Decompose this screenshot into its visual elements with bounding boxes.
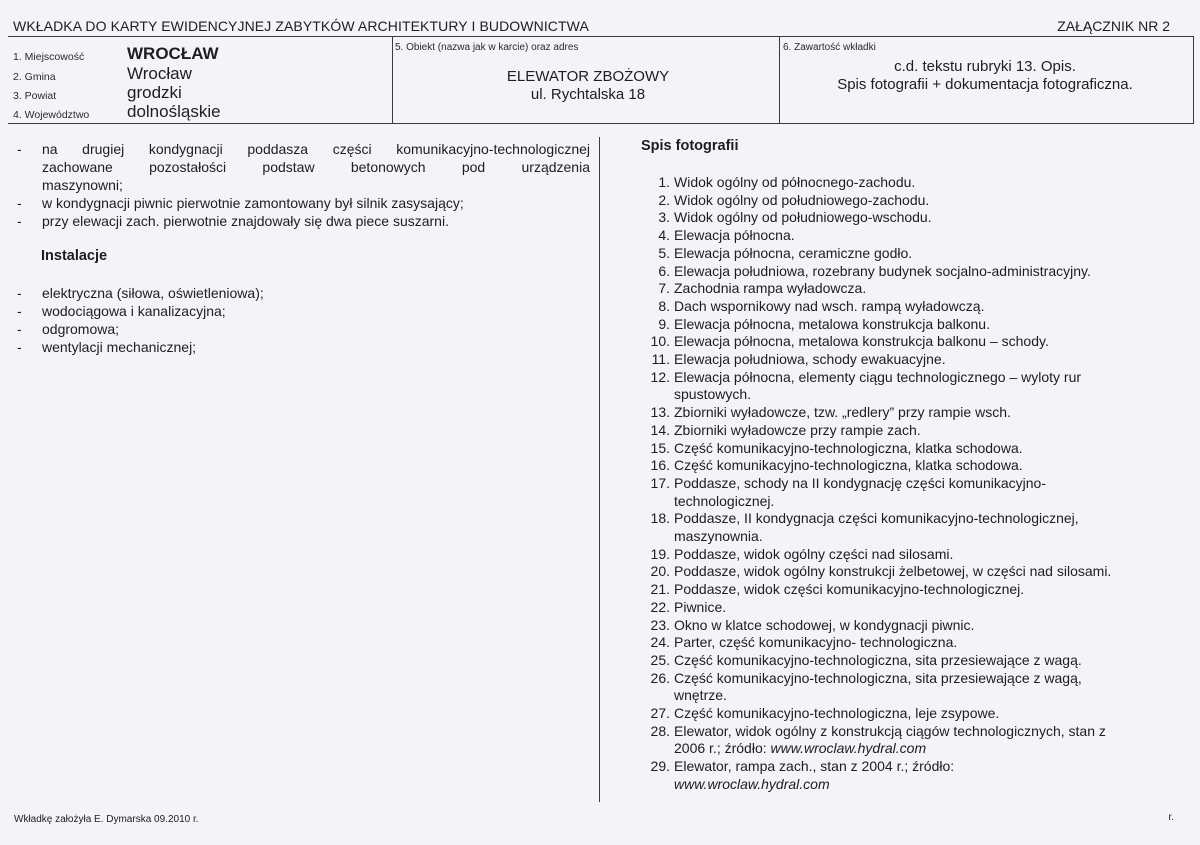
photo-list-item — [640, 192, 929, 210]
field-zawartosc-label: 6. Zawartość wkładki — [783, 42, 876, 53]
photo-caption: Część komunikacyjno-technologiczna, sita przesiewające z wagą. — [674, 651, 1082, 668]
description-line: zachowane pozostałości podstaw betonowych pod urządzenia — [42, 159, 590, 175]
field-powiat-label: 3. Powiat — [13, 90, 57, 102]
photo-list-item — [640, 422, 921, 440]
installation-item: elektryczna (siłowa, oświetleniowa); — [42, 285, 264, 301]
photo-caption: Widok ogólny od północnego-zachodu. — [674, 174, 916, 190]
photo-list-item — [640, 705, 999, 723]
bullet-dash: - — [17, 303, 22, 319]
photo-number: 25. — [650, 651, 670, 668]
field-wojewodztwo-label: 4. Województwo — [13, 109, 90, 121]
photo-number: 18. — [650, 510, 670, 527]
field-gmina-label: 2. Gmina — [13, 71, 56, 83]
photo-caption: Dach wspornikowy nad wsch. rampą wyładowczą. — [674, 297, 985, 314]
photo-list-item — [640, 599, 726, 617]
field-obiekt-label: 5. Obiekt (nazwa jak w karcie) oraz adres — [395, 42, 579, 53]
photo-caption-continuation — [674, 528, 763, 546]
description-line: przy elewacji zach. pierwotnie znajdowały się dwa piece suszarni. — [42, 213, 449, 229]
form-title: WKŁADKA DO KARTY EWIDENCYJNEJ ZABYTKÓW ARCHITEKTURY I BUDOWNICTWA — [13, 18, 589, 34]
field-miejscowosc-label: 1. Miejscowość — [13, 51, 85, 63]
photo-caption: Poddasze, widok części komunikacyjno-technologicznej. — [674, 581, 1025, 598]
bullet-dash: - — [17, 321, 22, 337]
photo-number: 2. — [658, 191, 670, 208]
photo-caption: Elewacja północna, metalowa konstrukcja balkonu – schody. — [674, 333, 1049, 350]
photo-list-item — [640, 617, 974, 635]
photo-caption: Okno w klatce schodowej, w kondygnacji piwnic. — [674, 616, 975, 633]
photo-list-item — [640, 510, 1079, 528]
bullet-dash: - — [17, 195, 22, 211]
photo-number: 10. — [650, 333, 670, 350]
photo-number: 15. — [650, 439, 670, 456]
photo-caption: Część komunikacyjno-technologiczna, sita przesiewające z wagą, — [674, 669, 1082, 686]
section-heading-instalacje: Instalacje — [41, 248, 108, 264]
attachment-label: ZAŁĄCZNIK NR 2 — [1057, 18, 1170, 34]
photo-caption: Piwnice. — [674, 598, 727, 615]
photo-number: 7. — [658, 280, 670, 297]
photo-number: 19. — [650, 545, 670, 562]
photo-caption: Część komunikacyjno-technologiczna, klatka schodowa. — [674, 457, 1023, 474]
photo-caption: Widok ogólny od południowego-wschodu. — [674, 209, 932, 226]
photo-caption: Elewacja północna, ceramiczne godło. — [674, 244, 913, 261]
photo-caption: Elewator, rampa zach., stan z 2004 r.; źródło: — [674, 758, 955, 775]
photo-number: 9. — [658, 315, 670, 332]
photo-number: 4. — [658, 227, 670, 244]
photo-caption: Widok ogólny od południowego-zachodu. — [674, 191, 930, 208]
photo-number: 11. — [651, 351, 670, 367]
photo-caption-continuation — [674, 493, 774, 511]
photo-number: 3. — [658, 209, 670, 226]
photo-number: 23. — [650, 616, 670, 633]
photo-number: 24. — [650, 634, 670, 651]
photo-list-item — [640, 245, 912, 263]
photo-number: 6. — [658, 262, 670, 279]
footer-mark: r. — [1168, 812, 1174, 823]
photo-number: 27. — [650, 705, 670, 721]
photo-list-item — [640, 634, 957, 652]
photo-caption-text: maszynownia. — [674, 528, 763, 544]
photo-list-item — [640, 351, 946, 369]
photo-list-item — [640, 209, 932, 227]
photo-number: 8. — [658, 297, 670, 314]
photo-list-item — [640, 263, 1091, 281]
photo-number: 17. — [650, 474, 670, 491]
photo-caption: Zbiorniki wyładowcze przy rampie zach. — [674, 421, 921, 438]
installation-item: wodociągowa i kanalizacyjna; — [42, 303, 226, 319]
photo-caption: Elewator, widok ogólny z konstrukcją ciągów technologicznych, stan z — [674, 722, 1106, 739]
photo-caption-continuation — [674, 776, 830, 794]
description-line: na drugiej kondygnacji poddasza części komunikacyjno-technologicznej — [42, 141, 590, 157]
photo-number: 14. — [650, 421, 670, 438]
photo-number: 22. — [650, 598, 670, 615]
object-address: ul. Rychtalska 18 — [530, 86, 646, 103]
photo-caption: Poddasze, schody na II kondygnację części komunikacyjno- — [674, 474, 1046, 491]
photo-list-item — [640, 563, 1111, 581]
photo-caption-continuation — [674, 740, 926, 758]
field-gmina-value: Wrocław — [127, 64, 192, 83]
photo-list-item — [640, 457, 1023, 475]
installation-item: wentylacji mechanicznej; — [42, 339, 197, 355]
photo-number: 1. — [658, 174, 670, 190]
photo-caption: Część komunikacyjno-technologiczna, leje zsypowe. — [674, 705, 1000, 721]
header-bottom-rule — [8, 123, 1194, 124]
photo-caption-text: spustowych. — [674, 386, 752, 403]
bullet-dash: - — [17, 339, 22, 355]
description-line: maszynowni; — [42, 177, 123, 193]
photo-list-item — [640, 581, 1024, 599]
photo-number: 13. — [650, 404, 670, 421]
photo-number: 20. — [650, 563, 670, 580]
photo-caption-text: wnętrze. — [674, 687, 727, 704]
photo-caption-text: technologicznej. — [674, 492, 775, 509]
field-powiat-value: grodzki — [127, 83, 182, 102]
photo-list-item — [640, 475, 1046, 493]
photo-number: 12. — [650, 368, 670, 385]
field-wojewodztwo-value: dolnośląskie — [127, 102, 221, 121]
bullet-dash: - — [17, 213, 22, 229]
photo-list-item — [640, 440, 1023, 458]
photo-caption: Elewacja północna. — [674, 227, 795, 244]
photo-caption: Elewacja północna, metalowa konstrukcja balkonu. — [674, 315, 990, 332]
bullet-dash: - — [17, 285, 22, 301]
photo-list-item — [640, 227, 795, 245]
photo-caption-continuation — [674, 386, 751, 404]
divider-5 — [392, 37, 393, 123]
object-name: ELEWATOR ZBOŻOWY — [506, 68, 670, 85]
photo-caption-text: 2006 r.; źródło: — [674, 740, 771, 757]
source-url: www.wroclaw.hydral.com — [770, 740, 927, 757]
contents-line-1: c.d. tekstu rubryki 13. Opis. — [894, 58, 1076, 75]
field-miejscowosc-value: WROCŁAW — [127, 44, 219, 63]
photo-number: 28. — [650, 722, 670, 739]
photo-caption: Część komunikacyjno-technologiczna, klatka schodowa. — [674, 439, 1023, 456]
photo-caption: Elewacja południowa, schody ewakuacyjne. — [674, 351, 946, 367]
description-line: w kondygnacji piwnic pierwotnie zamontowany był silnik zasysający; — [42, 195, 464, 211]
footer-author: Wkładkę założyła E. Dymarska 09.2010 r. — [14, 814, 199, 825]
photo-list-item — [640, 316, 990, 334]
photo-number: 16. — [650, 457, 670, 474]
installation-item: odgromowa; — [42, 321, 120, 337]
photo-caption: Zachodnia rampa wyładowcza. — [674, 280, 867, 297]
source-url: www.wroclaw.hydral.com — [674, 775, 830, 792]
photo-number: 29. — [650, 758, 670, 775]
photo-list-item — [640, 404, 1011, 422]
photo-list-item — [640, 298, 984, 316]
photo-caption-continuation — [674, 687, 727, 705]
photo-caption: Zbiorniki wyładowcze, tzw. „redlery” przy rampie wsch. — [674, 404, 1011, 421]
photo-list-item — [640, 333, 1049, 351]
column-divider — [599, 137, 600, 802]
photo-list-item — [640, 280, 866, 298]
photo-number: 21. — [650, 581, 670, 598]
photo-list-item — [640, 174, 915, 192]
photo-caption: Poddasze, widok ogólny części nad silosami. — [674, 545, 954, 562]
photo-caption: Poddasze, widok ogólny konstrukcji żelbetowej, w części nad silosami. — [674, 563, 1112, 580]
right-border — [1193, 36, 1194, 124]
photo-list-item — [640, 758, 954, 776]
photo-list-item — [640, 369, 1081, 387]
photo-list-item — [640, 546, 953, 564]
photo-list-item — [640, 723, 1106, 741]
contents-line-2: Spis fotografii + dokumentacja fotograficzna. — [837, 76, 1133, 93]
photo-caption: Poddasze, II kondygnacja części komunikacyjno-technologicznej, — [674, 510, 1079, 527]
photo-list-item — [640, 652, 1082, 670]
photo-list-item — [640, 670, 1082, 688]
section-heading-photos: Spis fotografii — [641, 138, 739, 154]
photo-caption: Parter, część komunikacyjno- technologiczna. — [674, 634, 958, 651]
photo-caption: Elewacja południowa, rozebrany budynek socjalno-administracyjny. — [674, 262, 1091, 279]
photo-number: 5. — [658, 244, 670, 261]
bullet-dash: - — [17, 141, 22, 157]
top-rule — [8, 36, 1194, 37]
photo-number: 26. — [650, 669, 670, 686]
photo-caption: Elewacja północna, elementy ciągu technologicznego – wyloty rur — [674, 368, 1082, 385]
